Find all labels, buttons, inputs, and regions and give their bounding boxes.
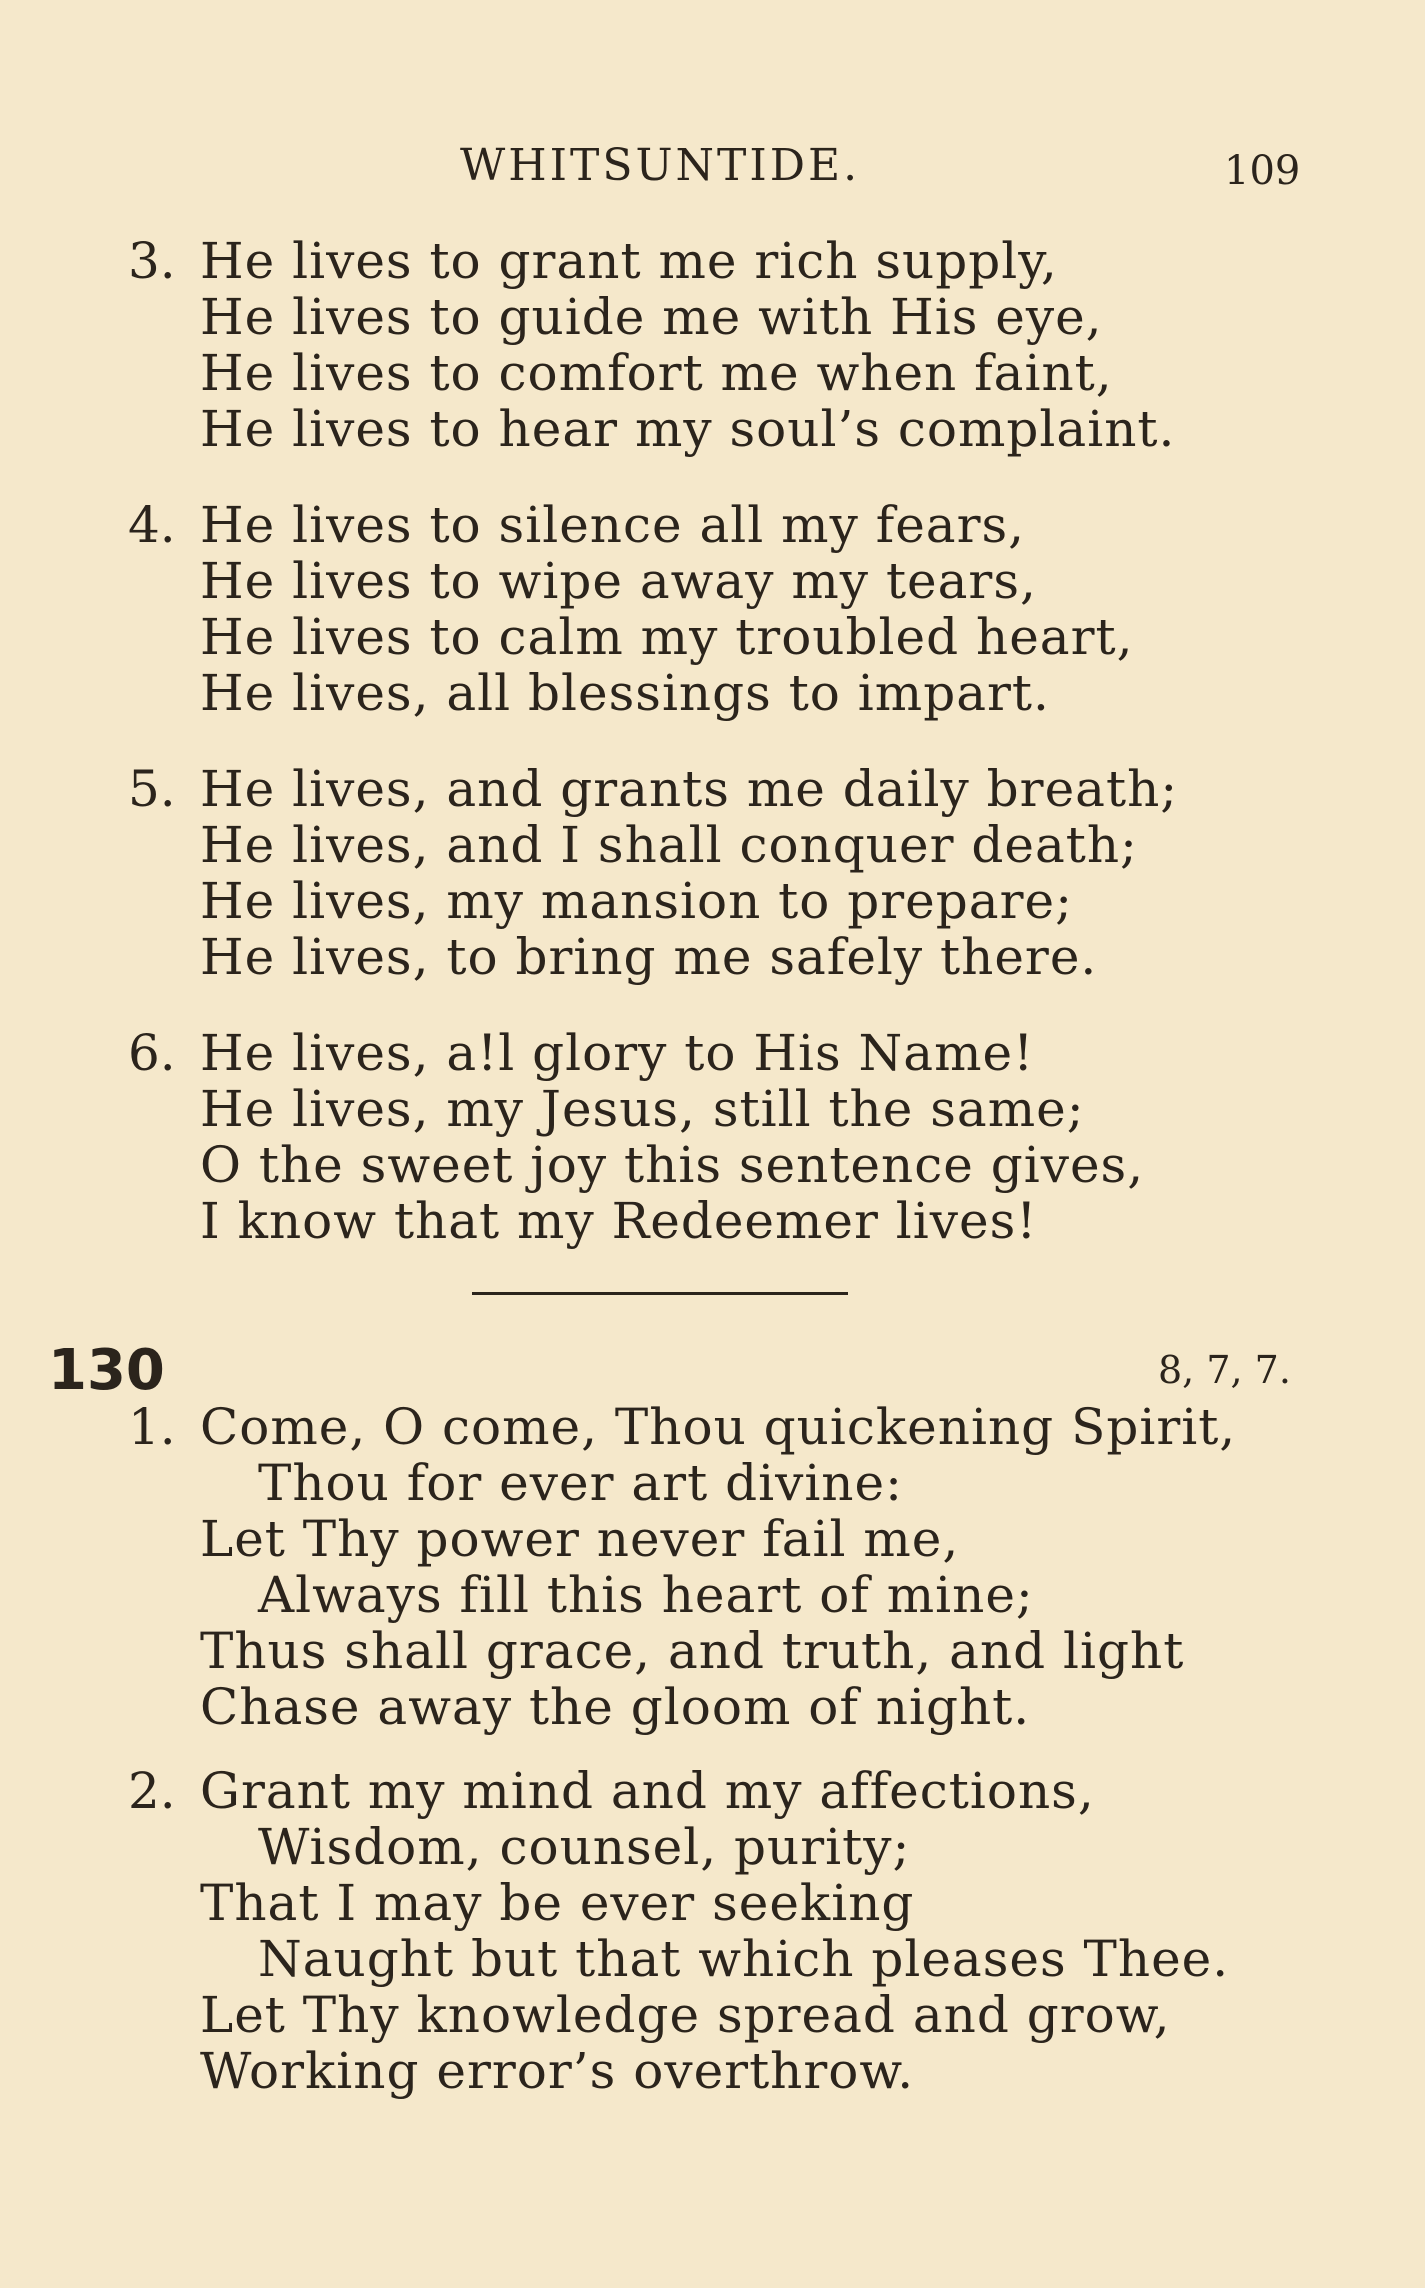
verse-line: O the sweet joy this sentence gives, — [200, 1136, 1145, 1194]
verse-line: Grant my mind and my affections, — [200, 1762, 1095, 1820]
verse-line: He lives to hear my soul’s complaint. — [200, 400, 1176, 458]
verse-line: Let Thy power never fail me, — [200, 1510, 960, 1568]
verse-number: 6. — [128, 1024, 176, 1082]
verse-number: 5. — [128, 760, 176, 818]
verse-line: I know that my Redeemer lives! — [200, 1192, 1038, 1250]
running-head: WHITSUNTIDE. — [460, 140, 861, 191]
verse-line: He lives, my mansion to prepare; — [200, 872, 1073, 930]
section-divider — [472, 1292, 848, 1295]
verse-line: Chase away the gloom of night. — [200, 1678, 1031, 1736]
verse-line: Working error’s overthrow. — [200, 2042, 915, 2100]
verse-line: He lives to calm my troubled heart, — [200, 608, 1134, 666]
verse-number: 1. — [128, 1398, 176, 1456]
verse-number: 4. — [128, 496, 176, 554]
hymn-number: 130 — [48, 1338, 165, 1403]
verse-line: Naught but that which pleases Thee. — [258, 1930, 1230, 1988]
verse-line: He lives to grant me rich supply, — [200, 232, 1058, 290]
verse-line: He lives, and grants me daily breath; — [200, 760, 1179, 818]
verse-line: He lives, my Jesus, still the same; — [200, 1080, 1085, 1138]
verse-line: He lives to guide me with His eye, — [200, 288, 1103, 346]
verse-line: He lives, to bring me safely there. — [200, 928, 1098, 986]
verse-line: He lives, a!l glory to His Name! — [200, 1024, 1035, 1082]
verse-line: Always fill this heart of mine; — [258, 1566, 1034, 1624]
verse-line: He lives, all blessings to impart. — [200, 664, 1050, 722]
verse-line: He lives to wipe away my tears, — [200, 552, 1037, 610]
verse-line: He lives to silence all my fears, — [200, 496, 1026, 554]
verse-line: Thou for ever art divine: — [258, 1454, 903, 1512]
verse-number: 2. — [128, 1762, 176, 1820]
verse-line: Come, O come, Thou quickening Spirit, — [200, 1398, 1237, 1456]
verse-line: He lives to comfort me when faint, — [200, 344, 1113, 402]
verse-line: Let Thy knowledge spread and grow, — [200, 1986, 1171, 2044]
verse-line: Thus shall grace, and truth, and light — [200, 1622, 1185, 1680]
hymn-meter: 8, 7, 7. — [1158, 1348, 1291, 1392]
verse-line: He lives, and I shall conquer death; — [200, 816, 1138, 874]
page-number: 109 — [1224, 148, 1301, 194]
verse-line: That I may be ever seeking — [200, 1874, 915, 1932]
verse-number: 3. — [128, 232, 176, 290]
verse-line: Wisdom, counsel, purity; — [258, 1818, 911, 1876]
